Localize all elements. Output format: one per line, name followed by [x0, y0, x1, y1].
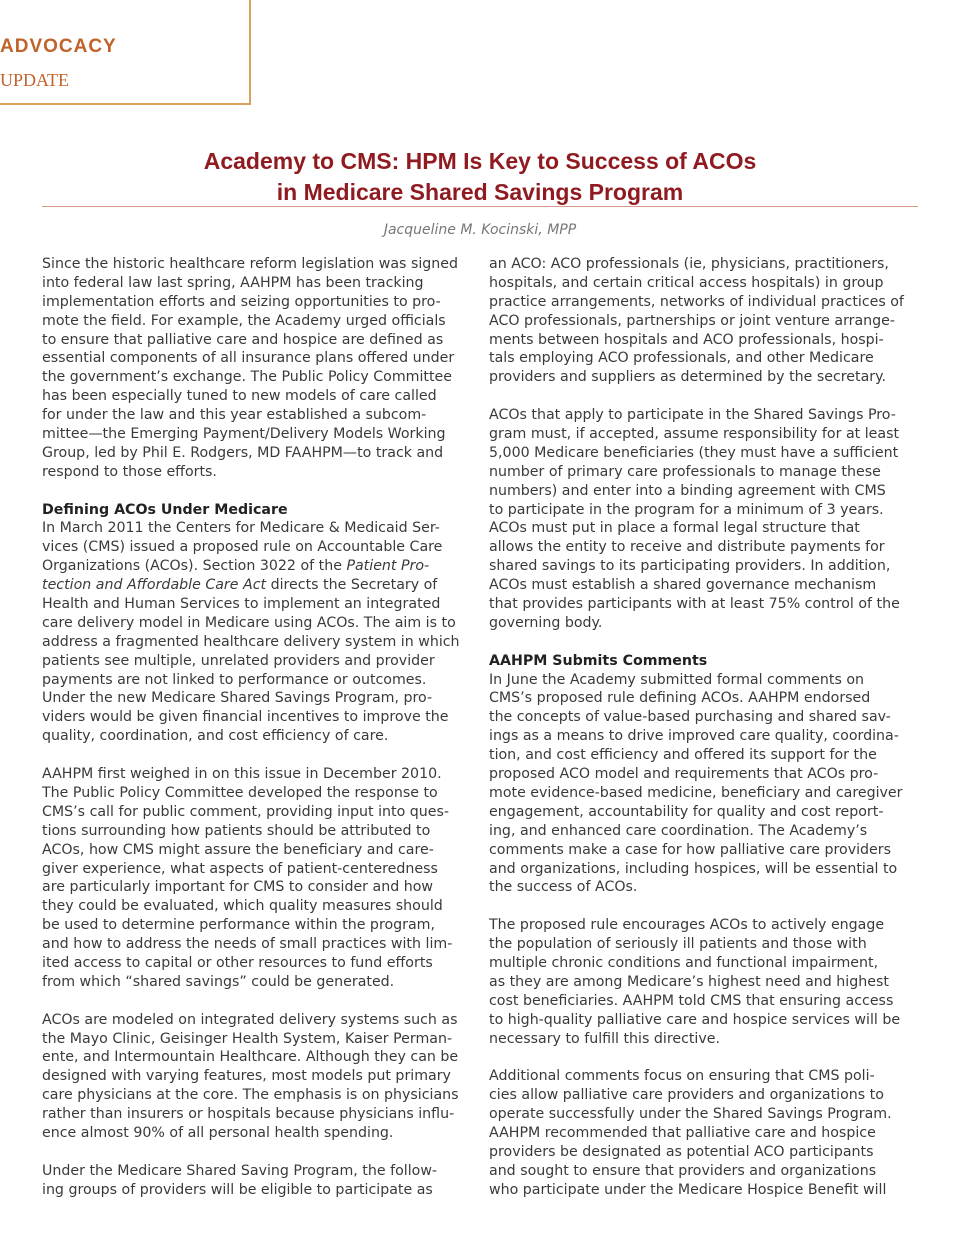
paragraph	[42, 501, 478, 747]
text-line: ence almost 90% of all personal health spending.	[42, 1124, 394, 1141]
text-line: Group, led by Phil E. Rodgers, MD FAAHPM—to track and	[42, 444, 444, 461]
text-line: care physicians at the core. The emphasis is on physicians	[42, 1087, 459, 1104]
column-right	[489, 255, 925, 1218]
title-line: Academy to CMS: HPM Is Key to Success of ACOs	[203, 148, 757, 174]
text-line: care delivery model in Medicare using ACOs. The aim is to	[42, 614, 456, 631]
text-line: the government’s exchange. The Public Policy Committee	[42, 369, 453, 386]
text-line: giver experience, what aspects of patient-centeredness	[42, 860, 438, 877]
text-line: numbers) and enter into a binding agreement with CMS	[489, 482, 886, 499]
text-line: governing body.	[489, 614, 603, 631]
text-line: Health and Human Services to implement an integrated	[42, 596, 441, 613]
text-line: ments between hospitals and ACO professionals, hospi-	[489, 331, 884, 348]
text-line: providers and suppliers as determined by the secretary.	[489, 369, 887, 386]
paragraph	[42, 1162, 478, 1200]
text-line: the Mayo Clinic, Geisinger Health System, Kaiser Perman-	[42, 1030, 453, 1047]
text-line: cies allow palliative care providers and organizations to	[489, 1087, 884, 1104]
text-line: to participate in the program for a minimum of 3 years.	[489, 501, 884, 518]
article-author: Jacqueline M. Kocinski, MPP	[383, 222, 577, 238]
text-line: be used to determine performance within the program,	[42, 917, 436, 934]
section-heading: Defining ACOs Under Medicare	[42, 501, 288, 518]
text-line: quality, coordination, and cost efficiency of care.	[42, 728, 389, 745]
paragraph	[489, 255, 925, 387]
text-line: proposed ACO model and requirements that ACOs pro-	[489, 766, 879, 783]
paragraph	[42, 1011, 478, 1143]
text-line: mittee—the Emerging Payment/Delivery Models Working	[42, 426, 446, 443]
italic-title: Patient Pro-	[346, 558, 430, 575]
text-line: The Public Policy Committee developed the response to	[42, 784, 438, 801]
text-line: allows the entity to receive and distribute payments for	[489, 539, 885, 556]
text-line: ACOs must put in place a formal legal structure that	[489, 520, 860, 537]
title-divider	[42, 206, 918, 207]
text-line: ACO professionals, partnerships or joint venture arrange-	[489, 312, 896, 329]
text-line: tions surrounding how patients should be attributed to	[42, 822, 431, 839]
text-line: an ACO: ACO professionals (ie, physicians, practitioners,	[489, 256, 889, 272]
text-line: essential components of all insurance plans offered under	[42, 350, 455, 367]
text-line: ACOs are modeled on integrated delivery systems such as	[42, 1011, 458, 1028]
text-line: that provides participants with at least 75% control of the	[489, 596, 900, 613]
text-line: Additional comments focus on ensuring that CMS poli-	[489, 1068, 875, 1085]
text-line: AAHPM recommended that palliative care and hospice	[489, 1124, 876, 1141]
text-line: providers be designated as potential ACO participants	[489, 1143, 874, 1160]
text-line: mote the field. For example, the Academy urged officials	[42, 312, 446, 329]
text-line: and how to address the needs of small practices with lim-	[42, 936, 453, 953]
paragraph	[489, 916, 925, 1048]
text-line: necessary to fulfill this directive.	[489, 1030, 721, 1047]
text-line: who participate under the Medicare Hospice Benefit will	[489, 1181, 887, 1198]
text-line: address a fragmented healthcare delivery system in which	[42, 633, 460, 650]
text-line: they could be evaluated, which quality measures should	[42, 898, 443, 915]
text-line: designed with varying features, most models put primary	[42, 1068, 451, 1085]
text-line: into federal law last spring, AAHPM has been tracking	[42, 274, 424, 291]
text-line: The proposed rule encourages ACOs to actively engage	[489, 917, 885, 934]
text-line: multiple chronic conditions and functional impairment,	[489, 954, 879, 971]
text-line: AAHPM first weighed in on this issue in December 2010.	[42, 766, 442, 783]
text-line: the population of seriously ill patients and those with	[489, 936, 867, 953]
text-line: ente, and Intermountain Healthcare. Although they can be	[42, 1049, 459, 1066]
text-line: and sought to ensure that providers and organizations	[489, 1162, 877, 1179]
paragraph	[489, 652, 925, 898]
text-line: and organizations, including hospices, will be essential to	[489, 860, 898, 877]
text-line: as they are among Medicare’s highest need and highest	[489, 973, 889, 990]
text-line: hospitals, and certain critical access hospitals) in group	[489, 274, 884, 291]
text-line: comments make a case for how palliative care providers	[489, 841, 892, 858]
text-line: ings as a means to drive improved care quality, coordina-	[489, 728, 899, 745]
text-line: ACOs, how CMS might assure the beneficiary and care-	[42, 841, 434, 858]
text-line: patients see multiple, unrelated providers and provider	[42, 652, 435, 669]
text-line: respond to those efforts.	[42, 463, 217, 480]
text-line: number of primary care professionals to manage these	[489, 463, 881, 480]
text-line: ing, and enhanced care coordination. The Academy’s	[489, 822, 868, 839]
text-line: rather than insurers or hospitals because physicians influ-	[42, 1106, 455, 1123]
text-line: ited access to capital or other resources to fund efforts	[42, 954, 433, 971]
text-line: operate successfully under the Shared Savings Program.	[489, 1106, 892, 1123]
text-line: the success of ACOs.	[489, 879, 638, 896]
text-line: practice arrangements, networks of individual practices of	[489, 293, 904, 310]
text-line: has been especially tuned to new models of care called	[42, 388, 437, 405]
text-line: 5,000 Medicare beneficiaries (they must have a sufficient	[489, 444, 899, 461]
text-line: to high-quality palliative care and hospice services will be	[489, 1011, 901, 1028]
text-line	[42, 557, 478, 576]
text-line: ACOs must establish a shared governance mechanism	[489, 577, 877, 594]
text-line: tion, and cost efficiency and offered its support for the	[489, 747, 877, 764]
text-line: the concepts of value-based purchasing and shared sav-	[489, 709, 891, 726]
text-line: for under the law and this year established a subcom-	[42, 407, 427, 424]
paragraph	[489, 1067, 925, 1199]
paragraph	[42, 765, 478, 992]
text-line: ing groups of providers will be eligible to participate as	[42, 1181, 433, 1198]
text-line	[42, 576, 478, 595]
text-line: engagement, accountability for quality and cost report-	[489, 803, 884, 820]
text-segment: directs the Secretary of	[266, 577, 438, 594]
text-line: tals employing ACO professionals, and other Medicare	[489, 350, 874, 367]
subsection-label: UPDATE	[0, 70, 70, 90]
text-line: cost beneficiaries. AAHPM told CMS that ensuring access	[489, 992, 894, 1009]
paragraph	[42, 255, 478, 482]
column-left	[42, 255, 478, 1218]
text-line: ACOs that apply to participate in the Shared Savings Pro-	[489, 407, 896, 424]
text-line: Under the new Medicare Shared Savings Program, pro-	[42, 690, 433, 707]
text-line: CMS’s call for public comment, providing input into ques-	[42, 803, 450, 820]
text-line: shared savings to its participating providers. In addition,	[489, 558, 891, 575]
text-line: CMS’s proposed rule defining ACOs. AAHPM endorsed	[489, 690, 871, 707]
section-label: ADVOCACY	[0, 36, 117, 57]
section-heading: AAHPM Submits Comments	[489, 652, 708, 669]
article-title	[0, 146, 960, 208]
text-line: Under the Medicare Shared Saving Program, the follow-	[42, 1162, 438, 1179]
text-line: In June the Academy submitted formal comments on	[489, 671, 865, 688]
italic-title: tection and Affordable Care Act	[42, 577, 267, 594]
title-line: in Medicare Shared Savings Program	[276, 179, 684, 205]
text-line: implementation efforts and seizing opportunities to pro-	[42, 293, 441, 310]
text-line: payments are not linked to performance or outcomes.	[42, 671, 427, 688]
text-line: Since the historic healthcare reform legislation was signed	[42, 256, 459, 272]
text-line: to ensure that palliative care and hospice are defined as	[42, 331, 444, 348]
text-line: are particularly important for CMS to consider and how	[42, 879, 433, 896]
text-segment: Organizations (ACOs). Section 3022 of the	[42, 558, 347, 575]
text-line: vices (CMS) issued a proposed rule on Accountable Care	[42, 539, 443, 556]
text-line: gram must, if accepted, assume responsibility for at least	[489, 426, 900, 443]
text-line: In March 2011 the Centers for Medicare & Medicaid Ser-	[42, 520, 440, 537]
text-line: mote evidence-based medicine, beneficiary and caregiver	[489, 784, 903, 801]
text-line: viders would be given financial incentives to improve the	[42, 709, 449, 726]
paragraph	[489, 406, 925, 633]
text-line: from which “shared savings” could be generated.	[42, 973, 395, 990]
